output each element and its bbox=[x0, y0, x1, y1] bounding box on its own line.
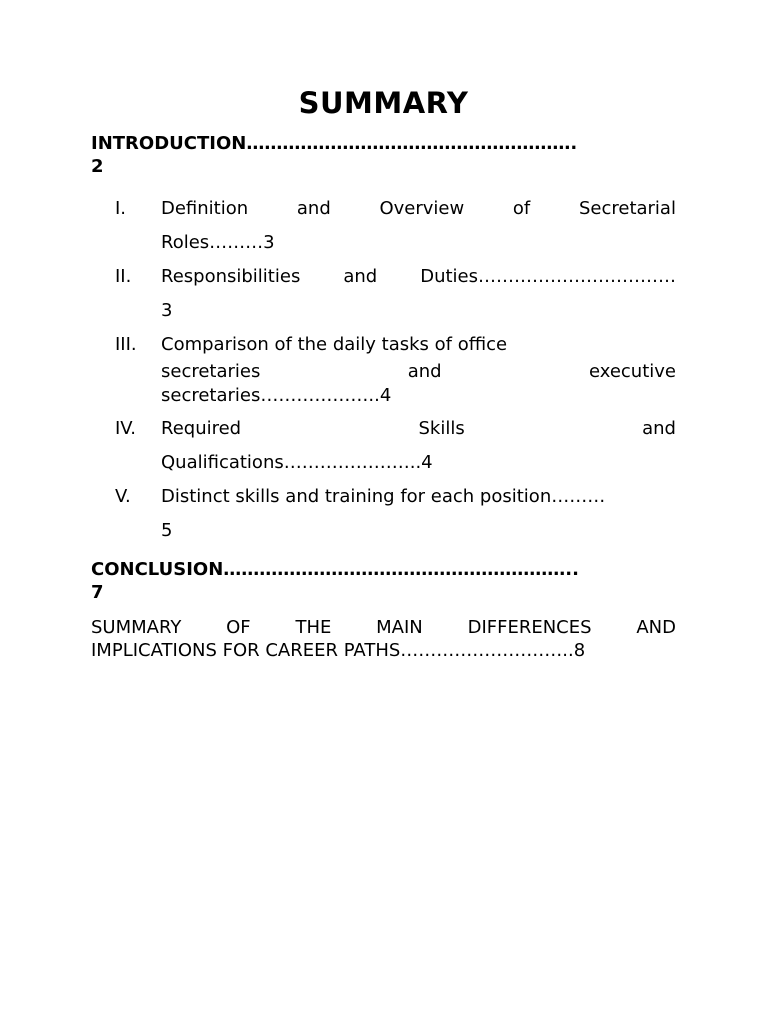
toc-word: Secretarial bbox=[578, 198, 676, 219]
document-page bbox=[91, 84, 676, 662]
toc-item-number: II. bbox=[115, 266, 132, 287]
toc-word: and bbox=[642, 418, 676, 439]
toc-item-text bbox=[161, 412, 676, 480]
introduction-heading-line bbox=[91, 132, 676, 155]
toc-item-3 bbox=[91, 328, 676, 412]
toc-word: Definition bbox=[161, 198, 249, 219]
summary-line bbox=[91, 616, 676, 639]
toc-word: and bbox=[296, 198, 331, 219]
conclusion-dots: ………………………………………………….. bbox=[223, 559, 579, 580]
toc-word: executive bbox=[588, 361, 676, 382]
toc-word: of bbox=[512, 198, 531, 219]
toc-word: secretaries bbox=[161, 361, 261, 382]
toc-item-number: V. bbox=[115, 486, 131, 507]
toc-item-text bbox=[161, 260, 676, 328]
toc-item-line: Comparison of the daily tasks of office bbox=[161, 334, 508, 355]
toc-item-text bbox=[161, 192, 676, 260]
toc-word: and bbox=[343, 266, 378, 287]
toc-word: and bbox=[407, 361, 442, 382]
toc-item-line: 3 bbox=[161, 300, 173, 321]
summary-word: OF bbox=[226, 617, 251, 638]
summary-word: SUMMARY bbox=[91, 617, 182, 638]
toc-word: Skills bbox=[418, 418, 465, 439]
toc-item-line: Qualifications…………………..4 bbox=[161, 452, 433, 473]
toc-item-2 bbox=[91, 260, 676, 328]
toc-word: Responsibilities bbox=[161, 266, 301, 287]
toc-item-line: Distinct skills and training for each position……… bbox=[161, 486, 606, 507]
conclusion-heading-line bbox=[91, 558, 676, 581]
toc-item-line bbox=[161, 360, 676, 384]
toc-item-number: III. bbox=[115, 334, 137, 355]
toc-item-line bbox=[161, 260, 676, 294]
toc-item-4 bbox=[91, 412, 676, 480]
summary-word: THE bbox=[295, 617, 332, 638]
toc-word: Duties…………………………… bbox=[420, 266, 676, 287]
toc-item-1 bbox=[91, 192, 676, 260]
toc-item-line: 5 bbox=[161, 520, 173, 541]
summary-word: AND bbox=[636, 617, 676, 638]
toc-item-text bbox=[161, 480, 676, 548]
toc-item-line: secretaries………………..4 bbox=[161, 385, 392, 406]
introduction-dots: ………………………………………………. bbox=[246, 133, 578, 154]
toc-item-line bbox=[161, 192, 676, 226]
introduction-label: INTRODUCTION bbox=[91, 133, 247, 154]
toc-item-line bbox=[161, 412, 676, 446]
introduction-heading bbox=[91, 132, 676, 178]
toc-word: Overview bbox=[379, 198, 465, 219]
summary-word: DIFFERENCES bbox=[467, 617, 592, 638]
introduction-page-number: 2 bbox=[91, 156, 104, 177]
toc-list bbox=[91, 192, 676, 548]
conclusion-heading bbox=[91, 558, 676, 604]
toc-item-5 bbox=[91, 480, 676, 548]
toc-item-line: Roles………3 bbox=[161, 232, 275, 253]
toc-item-number: I. bbox=[115, 198, 127, 219]
toc-word: Required bbox=[161, 418, 242, 439]
conclusion-label: CONCLUSION bbox=[91, 559, 224, 580]
summary-paragraph bbox=[91, 616, 676, 662]
conclusion-page-number: 7 bbox=[91, 582, 104, 603]
toc-item-text bbox=[161, 328, 676, 412]
toc-item-number: IV. bbox=[115, 418, 137, 439]
summary-word: MAIN bbox=[376, 617, 423, 638]
summary-line: IMPLICATIONS FOR CAREER PATHS………………………..8 bbox=[91, 640, 586, 661]
page-title: SUMMARY bbox=[298, 86, 469, 120]
